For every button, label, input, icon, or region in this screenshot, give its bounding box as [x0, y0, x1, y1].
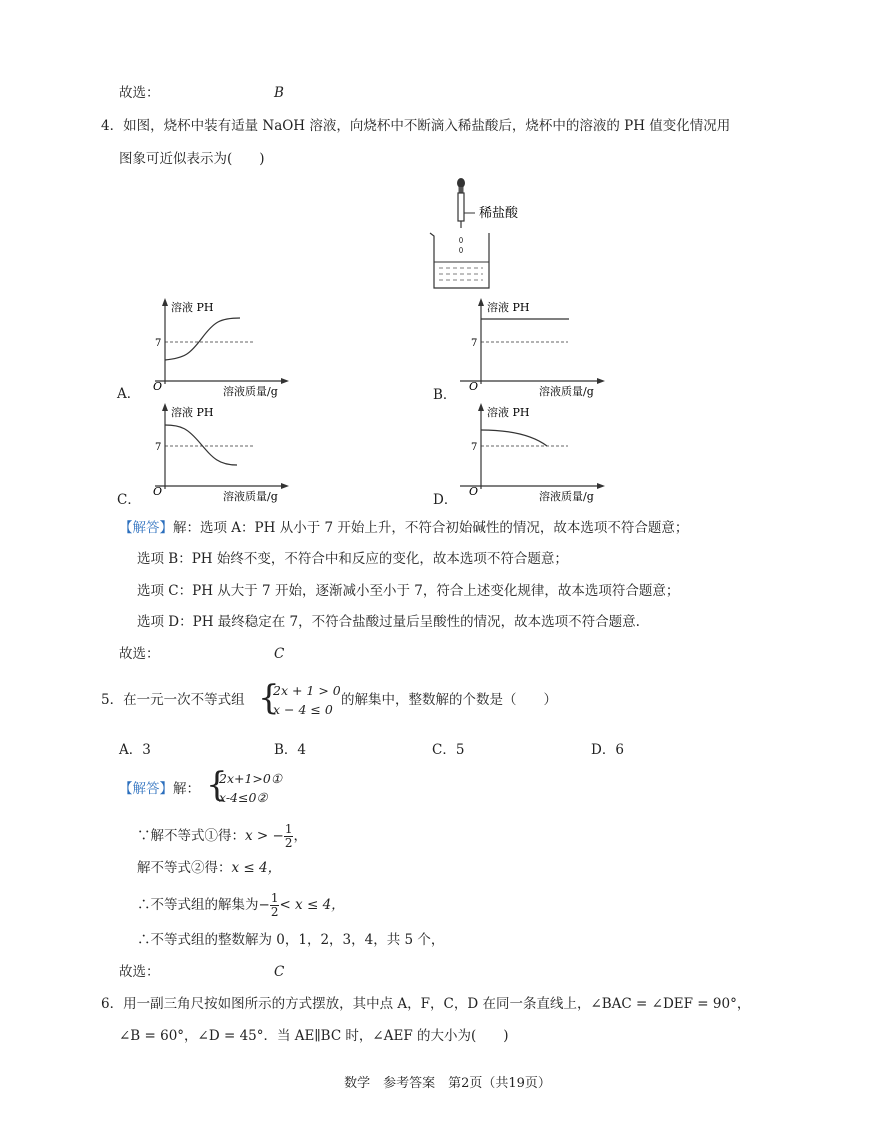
graph-c-origin: O [153, 485, 163, 498]
graph-b [456, 296, 636, 401]
q4-solution-c: 选项 C：PH 从大于 7 开始，逐渐减小至小于 7，符合上述变化规律，故本选项符合题意； [137, 583, 680, 599]
q3-answer: B [274, 85, 284, 101]
page-footer: 数学 参考答案 第2页（共19页） [344, 1076, 551, 1091]
q5-step1-text: ∵解不等式①得： [137, 828, 245, 844]
q5-step1-math: x > − [245, 828, 284, 844]
q4-solution-a: 解：选项 A：PH 从小于 7 开始上升，不符合初始碱性的情况，故本选项不符合题意； [173, 520, 689, 536]
q4-solution-tag: 【解答】 [119, 520, 173, 536]
q4-stem-line1: 4．如图，烧杯中装有适量 NaOH 溶液，向烧杯中不断滴入稀盐酸后，烧杯中的溶液的 PH 值变化情况用 [101, 118, 731, 134]
q5-stem-brace: { [258, 678, 280, 718]
q5-solution-label: 解： [173, 781, 200, 797]
q5-step3: ∴不等式组的解集为− $\frac{1}{2}$ < x ≤ 4， [137, 891, 345, 919]
q6-stem-line1: 6．用一副三角尺按如图所示的方式摆放，其中点 A，F，C，D 在同一条直线上，∠BAC = ∠DEF = 90°， [101, 996, 751, 1012]
graph-d-ylabel: 溶液 PH [487, 406, 530, 419]
q5-step3-math: < x ≤ 4， [279, 897, 345, 913]
q5-choice-d: D．6 [591, 742, 624, 758]
q5-step4: ∴不等式组的整数解为 0，1，2，3，4，共 5 个， [137, 932, 445, 948]
q5-choice-c: C．5 [432, 742, 465, 758]
fraction-denominator: 2 [270, 905, 279, 919]
q5-solution-head [119, 780, 200, 798]
q5-step1: ∵解不等式①得：x > − $\frac{1}{2}$ ， [137, 822, 307, 850]
graph-b-ylabel: 溶液 PH [487, 301, 530, 314]
q5-step2-math: x ≤ 4， [231, 860, 282, 876]
option-b-label: B． [433, 387, 457, 403]
q5-step2-text: 解不等式②得： [137, 860, 232, 876]
q5-solution-tag: 【解答】 [119, 781, 173, 797]
q5-system-eq2: x-4≤0② [219, 790, 268, 805]
option-d-label: D． [433, 492, 458, 508]
graph-d-y7: 7 [471, 442, 478, 453]
q3-pick-label: 故选： [119, 85, 160, 101]
graph-d-origin: O [469, 485, 479, 498]
q5-system-eq1: 2x+1>0① [219, 771, 283, 786]
graph-d-xlabel: 溶液质量/g [539, 490, 594, 503]
q5-choice-b: B．4 [274, 742, 307, 758]
q4-stem-line2: 图象可近似表示为( ) [119, 151, 265, 167]
q5-step1-fraction [284, 823, 294, 850]
beaker-label: 稀盐酸 [479, 206, 519, 221]
beaker-figure [425, 178, 545, 293]
q4-answer: C [274, 646, 285, 662]
graph-a-origin: O [153, 380, 163, 393]
option-a-label: A． [117, 386, 141, 402]
graph-a-ylabel: 溶液 PH [171, 301, 214, 314]
fraction-numerator: 1 [284, 822, 293, 836]
graph-c-y7: 7 [155, 442, 162, 453]
graph-c-ylabel: 溶液 PH [171, 406, 214, 419]
q6-stem-line2: ∠B = 60°，∠D = 45°．当 AE∥BC 时，∠AEF 的大小为( ) [119, 1028, 509, 1044]
q5-step3-text: ∴不等式组的解集为 [137, 897, 259, 913]
q5-answer: C [274, 964, 285, 980]
q5-pick-label: 故选： [119, 964, 160, 980]
q5-stem-ineq1: 2x + 1 > 0 [273, 683, 341, 698]
q5-step3-fraction [270, 892, 280, 919]
q4-pick-label: 故选： [119, 646, 160, 662]
graph-a-y7: 7 [155, 338, 162, 349]
q5-stem-prefix: 5．在一元一次不等式组 [101, 692, 245, 708]
graph-d [456, 401, 636, 506]
q5-step2 [137, 859, 281, 877]
q4-solution-d: 选项 D：PH 最终稳定在 7，不符合盐酸过量后呈酸性的情况，故本选项不符合题意. [137, 614, 640, 630]
graph-b-y7: 7 [471, 338, 478, 349]
graph-c [140, 401, 320, 506]
q5-solution-brace: { [206, 765, 228, 805]
q4-solution-line-a [119, 519, 688, 537]
graph-a [140, 296, 320, 401]
option-c-label: C． [117, 492, 141, 508]
q5-stem-ineq2: x − 4 ≤ 0 [273, 702, 333, 717]
graph-c-xlabel: 溶液质量/g [223, 490, 278, 503]
q5-choice-a: A．3 [119, 742, 151, 758]
graph-a-xlabel: 溶液质量/g [223, 385, 278, 398]
graph-b-origin: O [469, 380, 479, 393]
fraction-denominator: 2 [284, 836, 293, 850]
graph-b-xlabel: 溶液质量/g [539, 385, 594, 398]
q4-solution-b: 选项 B：PH 始终不变，不符合中和反应的变化，故本选项不符合题意； [137, 551, 568, 567]
fraction-numerator: 1 [270, 891, 279, 905]
q5-stem-suffix: 的解集中，整数解的个数是（ ） [341, 692, 557, 708]
